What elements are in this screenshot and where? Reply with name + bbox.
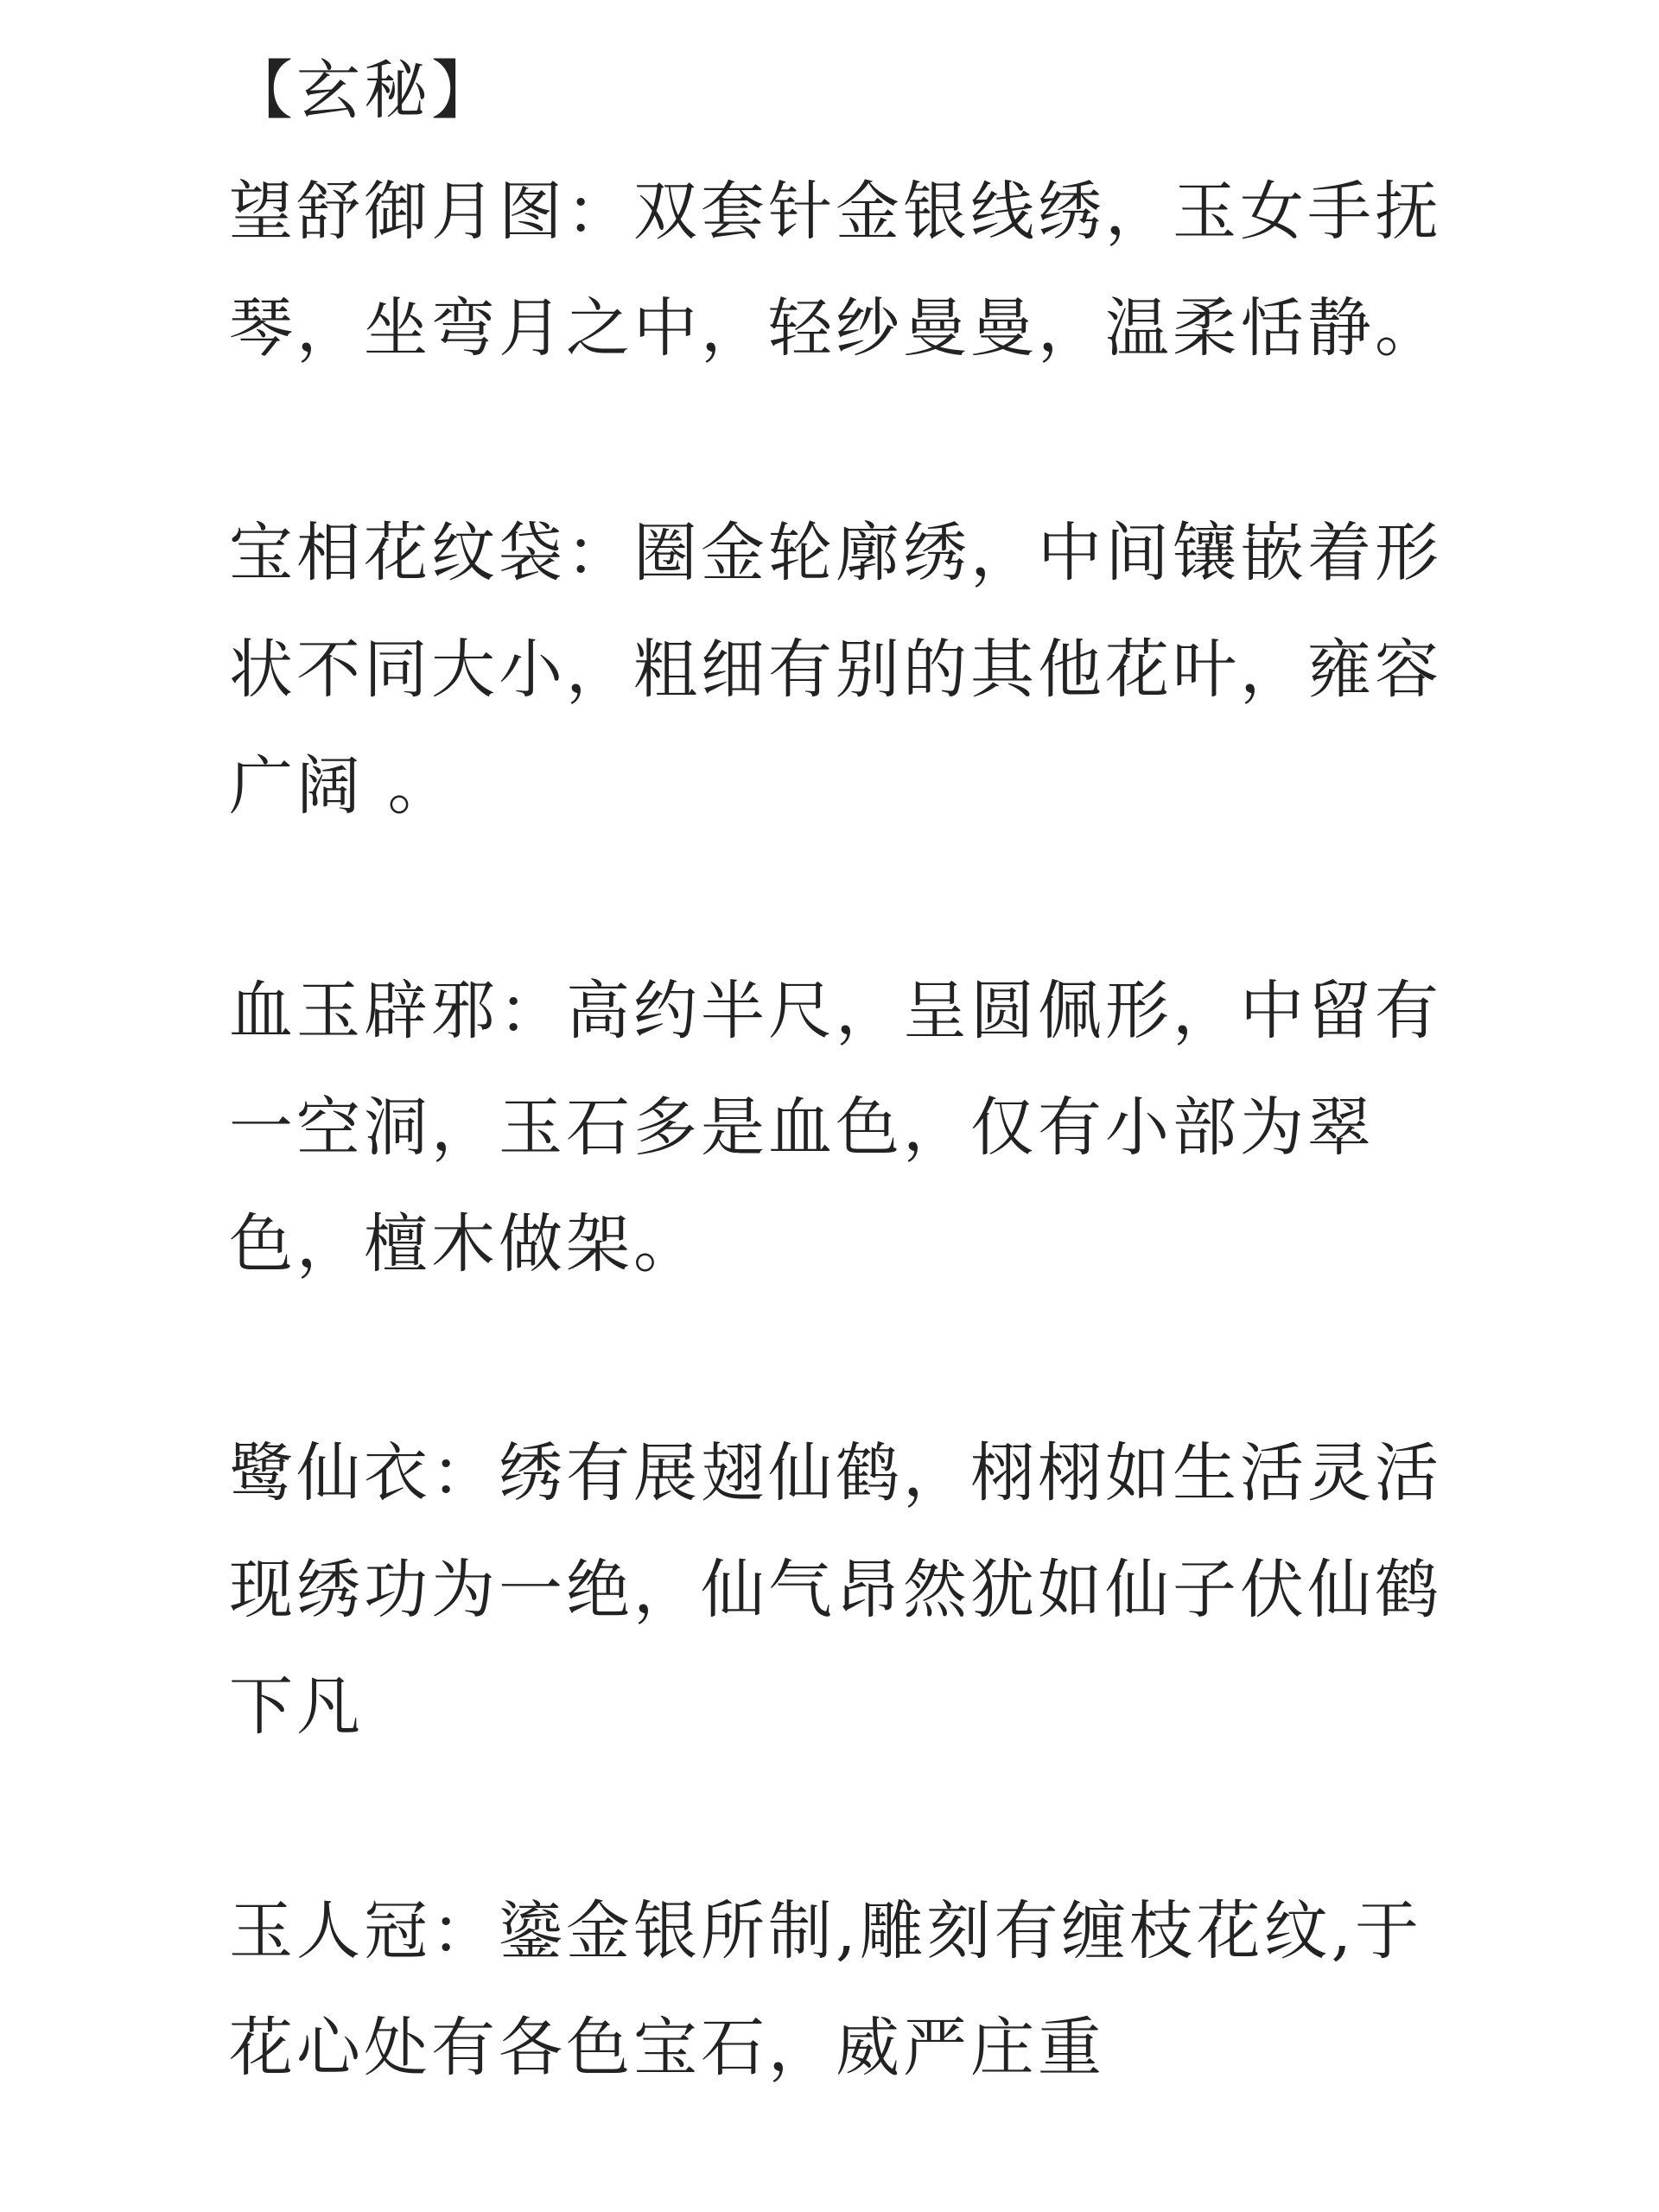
item-text-line: 鹭仙衣：绣有展翅仙鹤，栩栩如生活灵活 <box>229 1436 1442 1510</box>
item-text-line: 花心处有各色宝石，威严庄重 <box>229 2011 1105 2085</box>
item-text-line: 一空洞，玉石多是血色，仅有小部为翠 <box>229 1090 1375 1165</box>
item-text-line: 望舒御月图：双套针金银线绣，玉女手抚 <box>229 175 1442 249</box>
item-text-line: 玉人冠：鎏金银所制,雕刻有缠枝花纹,于 <box>229 1894 1423 1968</box>
item-text-line: 广阔 。 <box>229 749 455 823</box>
item-text-line: 宝相花纹袋：圈金轮廓绣，中间镶嵌着形 <box>229 516 1442 590</box>
item-text-line: 色，檀木做架。 <box>229 1207 701 1281</box>
item-text-line: 下凡 <box>229 1669 364 1744</box>
item-text-line: 琴，坐弯月之中，轻纱曼曼，温柔恬静。 <box>229 291 1442 365</box>
section-heading: 【玄秘】 <box>229 54 499 128</box>
item-text-line: 现绣功为一绝，仙气昂然犹如仙子伏仙鹤 <box>229 1553 1442 1627</box>
item-text-line: 血玉辟邪：高约半尺，呈圆佩形，中留有 <box>229 974 1442 1048</box>
item-text-line: 状不同大小，粗细有别的其他花叶，雍容 <box>229 632 1442 707</box>
